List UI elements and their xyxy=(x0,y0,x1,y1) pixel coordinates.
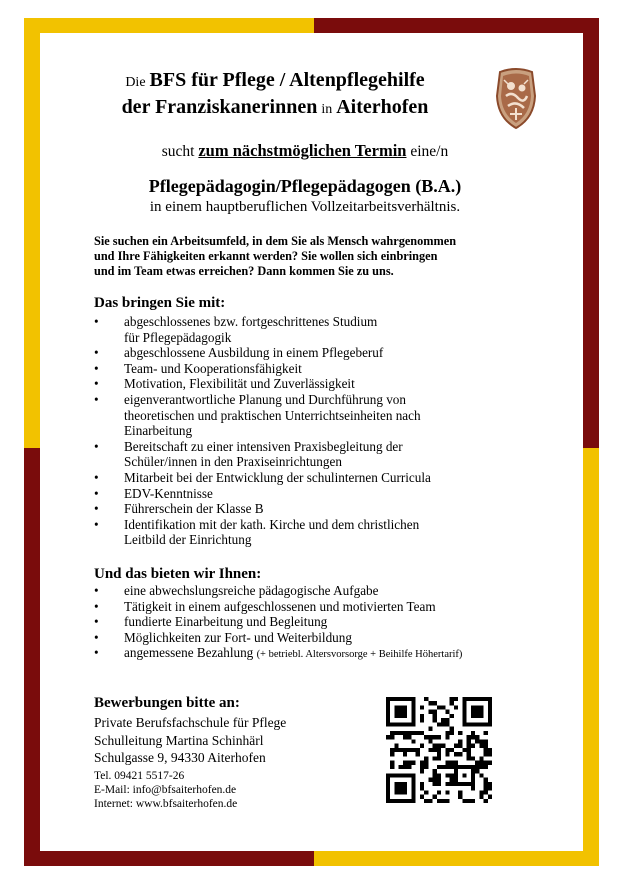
list-item-text: • abgeschlossene Ausbildung in einem Pflegeberuf xyxy=(124,345,384,361)
qr-code-icon xyxy=(386,697,492,803)
requirements-heading: Das bringen Sie mit: xyxy=(94,295,226,311)
search-statement xyxy=(60,141,550,161)
heading-connector: in xyxy=(321,102,333,117)
heading-prefix: Die xyxy=(125,75,146,90)
list-item xyxy=(94,517,534,548)
list-item-text: • Bereitschaft zu einer intensiven Praxisbegleitung der xyxy=(124,438,403,454)
list-item-text: für Pflegepädagogik xyxy=(124,329,232,345)
heading-line1: BFS für Pflege / Altenpflegehilfe xyxy=(149,69,425,91)
list-item-text: • abgeschlossenes bzw. fortgeschrittenes Studium xyxy=(124,314,378,329)
list-item-text: • Identifikation mit der kath. Kirche und dem christlichen xyxy=(124,516,420,532)
list-item xyxy=(94,501,534,517)
list-item-text: angemessene Bezahlung xyxy=(124,645,254,661)
heading-line2-part1: der Franziskanerinnen xyxy=(121,96,318,118)
intro-line: und im Team etwas erreichen? Dann kommen Sie zu uns. xyxy=(94,264,394,278)
contact-block xyxy=(94,714,354,811)
list-item xyxy=(94,645,554,663)
intro-line: und Ihre Fähigkeiten erkannt werden? Sie wollen sich einbringen xyxy=(94,249,438,263)
list-item-text: • EDV-Kenntnisse xyxy=(124,485,213,501)
contact-org: Private Berufsfachschule für Pflege xyxy=(94,715,287,730)
list-item xyxy=(94,361,534,377)
list-item xyxy=(94,392,534,439)
offers-list xyxy=(94,583,554,663)
list-item: • Tätigkeit in einem aufgeschlossenen und motivierten Team xyxy=(94,599,554,615)
search-prefix: sucht xyxy=(161,143,195,160)
list-item xyxy=(94,470,534,486)
contact-email[interactable]: E-Mail: info@bfsaiterhofen.de xyxy=(94,783,237,796)
offers-heading: Und das bieten wir Ihnen: xyxy=(94,566,262,582)
list-item-text: Einarbeitung xyxy=(124,423,193,439)
list-item xyxy=(94,314,534,345)
contact-phone: Tel. 09421 5517-26 xyxy=(94,769,185,782)
list-item xyxy=(94,376,534,392)
franciscan-emblem-icon xyxy=(494,66,538,130)
school-name-heading xyxy=(60,68,490,122)
list-item xyxy=(94,486,534,502)
contact-website[interactable]: Internet: www.bfsaiterhofen.de xyxy=(94,797,238,810)
list-item-text: • Motivation, Flexibilität und Zuverlässigkeit xyxy=(124,376,355,392)
list-item xyxy=(94,439,534,470)
list-item-text: • Team- und Kooperationsfähigkeit xyxy=(124,360,302,376)
contact-person: Schulleitung Martina Schinhärl xyxy=(94,732,264,748)
pay-note: (+ betriebl. Altersvorsorge + Beihilfe Höhertarif) xyxy=(256,649,463,661)
list-item: • fundierte Einarbeitung und Begleitung xyxy=(94,614,554,630)
list-item xyxy=(94,345,534,361)
list-item-text: • Führerschein der Klasse B xyxy=(124,501,264,517)
search-date-emphasis: zum nächstmöglichen Termin xyxy=(198,141,407,160)
list-item-text: Leitbild der Einrichtung xyxy=(124,532,252,548)
heading-line2-part2: Aiterhofen xyxy=(336,96,429,118)
list-item-text: theoretischen und praktischen Unterrichtseinheiten nach xyxy=(124,407,421,423)
requirements-list xyxy=(94,314,534,548)
list-item-text: • eigenverantwortliche Planung und Durchführung von xyxy=(124,391,406,407)
intro-line: Sie suchen ein Arbeitsumfeld, in dem Sie als Mensch wahrgenommen xyxy=(94,234,457,248)
intro-paragraph xyxy=(94,234,544,279)
list-item-text: Schüler/innen in den Praxiseinrichtungen xyxy=(124,454,342,470)
job-employment-type: in einem hauptberuflichen Vollzeitarbeitsverhältnis. xyxy=(149,199,461,215)
list-item-text: • Mitarbeit bei der Entwicklung der schulinternen Curricula xyxy=(124,469,431,485)
list-item: • eine abwechslungsreiche pädagogische Aufgabe xyxy=(94,583,554,599)
search-suffix: eine/n xyxy=(410,143,449,160)
list-item: • Möglichkeiten zur Fort- und Weiterbildung xyxy=(94,630,554,646)
contact-heading: Bewerbungen bitte an: xyxy=(94,695,240,711)
contact-address: Schulgasse 9, 94330 Aiterhofen xyxy=(94,750,266,765)
job-title: Pflegepädagogin/Pflegepädagogen (B.A.) xyxy=(148,176,462,196)
